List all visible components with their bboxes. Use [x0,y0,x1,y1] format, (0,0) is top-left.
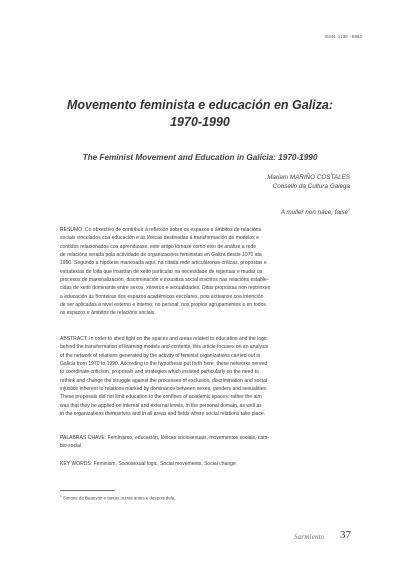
text-line: ABSTRACT: In order to shed light on the spaces and areas related to education and the logic [60,336,268,342]
text-line: os espazos e âmbitos de relacións sociais. [60,310,156,317]
text-line: PALABRAS CHAVE: Feminismo, educación, lóxicas sociosexuais, movementos sociais, cam- [60,435,270,441]
text-line: RESUMO: Co obxectivo de contribuír á reflexión sobre os espazos e âmbitos de relacións [60,227,262,233]
text-line: KEY WORDS: Feminism, Sociosexual logic, Social movements, Social change [60,461,236,467]
footnote-text: Simone de Beauvoir e tantas outras antes e despois dela. [62,495,176,501]
abstract-paragraph [60,335,344,418]
palabras-chave-paragraph [60,434,344,451]
text-line: sociais vinculados coa educación e ás lóxicas destinadas á transformación de modelos e [60,235,259,242]
text-line: in the organizations themselves and in all areas and fields where social relations take place. [60,411,266,418]
text-line: de ser aplicadas a nivel externo e interno; no persoal, nos propios agrupamentos e en todos [60,302,266,309]
keywords-paragraph [60,460,344,468]
text-line: cidas de xeito dominante entre sexos, xéneros e sexualidades. Ditas propostas non restrinxen [60,285,271,292]
text-line: bio social [60,443,82,450]
title-line-1: Movemento feminista e educación en Galiza: [66,98,334,112]
text-line: 1990. Segundo a hipótese manexada aquí, na citada rede articuláronse críticas, propostas e [60,260,267,267]
text-line: estratexias de loita que insistían de xeito particular na necesidade de repensar e mudar os [60,268,263,275]
epigraph [281,208,350,216]
title-line-2: 1970-1990 [170,115,230,129]
footnote [60,494,175,500]
footnote-marker: 1 [348,208,350,212]
text-line: to coordinate criticism, proposals and strategies which insisted particularly on the need to [60,369,259,376]
author-block [267,173,350,191]
text-line: procesos de marxinalización, discriminación e inxustiza social inscritos nas relacións estable- [60,277,269,284]
text-line: was that they be applied on internal and external levels, in the personal domain, as well as [60,402,262,409]
article-title [30,97,370,131]
text-line: contidos relacionados coa aprendizaxe, este artigo tómase como eixo de análise a rede [60,243,257,250]
text-line: of the network of relations generated by the activity of feminist organizations carried out in [60,352,261,359]
author-affiliation: Consello da Cultura Galega [272,183,350,190]
text-line: Galicia from 1970 to 1990. According to the hypothesis put forth here, these networks served [60,361,268,368]
footnote-divider [60,490,115,491]
text-line: injustice inherent to relations marked by dominance between sexes, genders and sexualities. [60,386,268,393]
issn-label: ISSN: 1138 - 5863 [324,34,362,39]
text-line: These proposals did not limit education to the confines of academic spaces; rather the aim [60,394,262,401]
epigraph-text: A muller non nace, faise [280,209,349,217]
text-line: a educación ás fronteiras dos espazos académicos escolares, pois activanse coa intención [60,293,264,300]
text-line: rethink and change the struggle against the processes of exclusion, discrimination and social [60,377,268,384]
author-name: Mariam MARIÑO COSTALES [267,174,350,181]
resumo-paragraph [60,226,344,318]
text-line: de relacións xerada pola actividade de organizacións feministas en Galiza desde 1970 ata [60,252,262,259]
journal-logo: Sarmiento [294,533,325,541]
page-number: 37 [340,529,351,541]
footnote-number: 1 [60,494,62,498]
text-line: behind the transformation of learning models and contents, this article focuses on an analysis [60,344,269,351]
article-subtitle: The Feminist Movement and Education in Galicia: 1970-1990 [82,153,318,162]
